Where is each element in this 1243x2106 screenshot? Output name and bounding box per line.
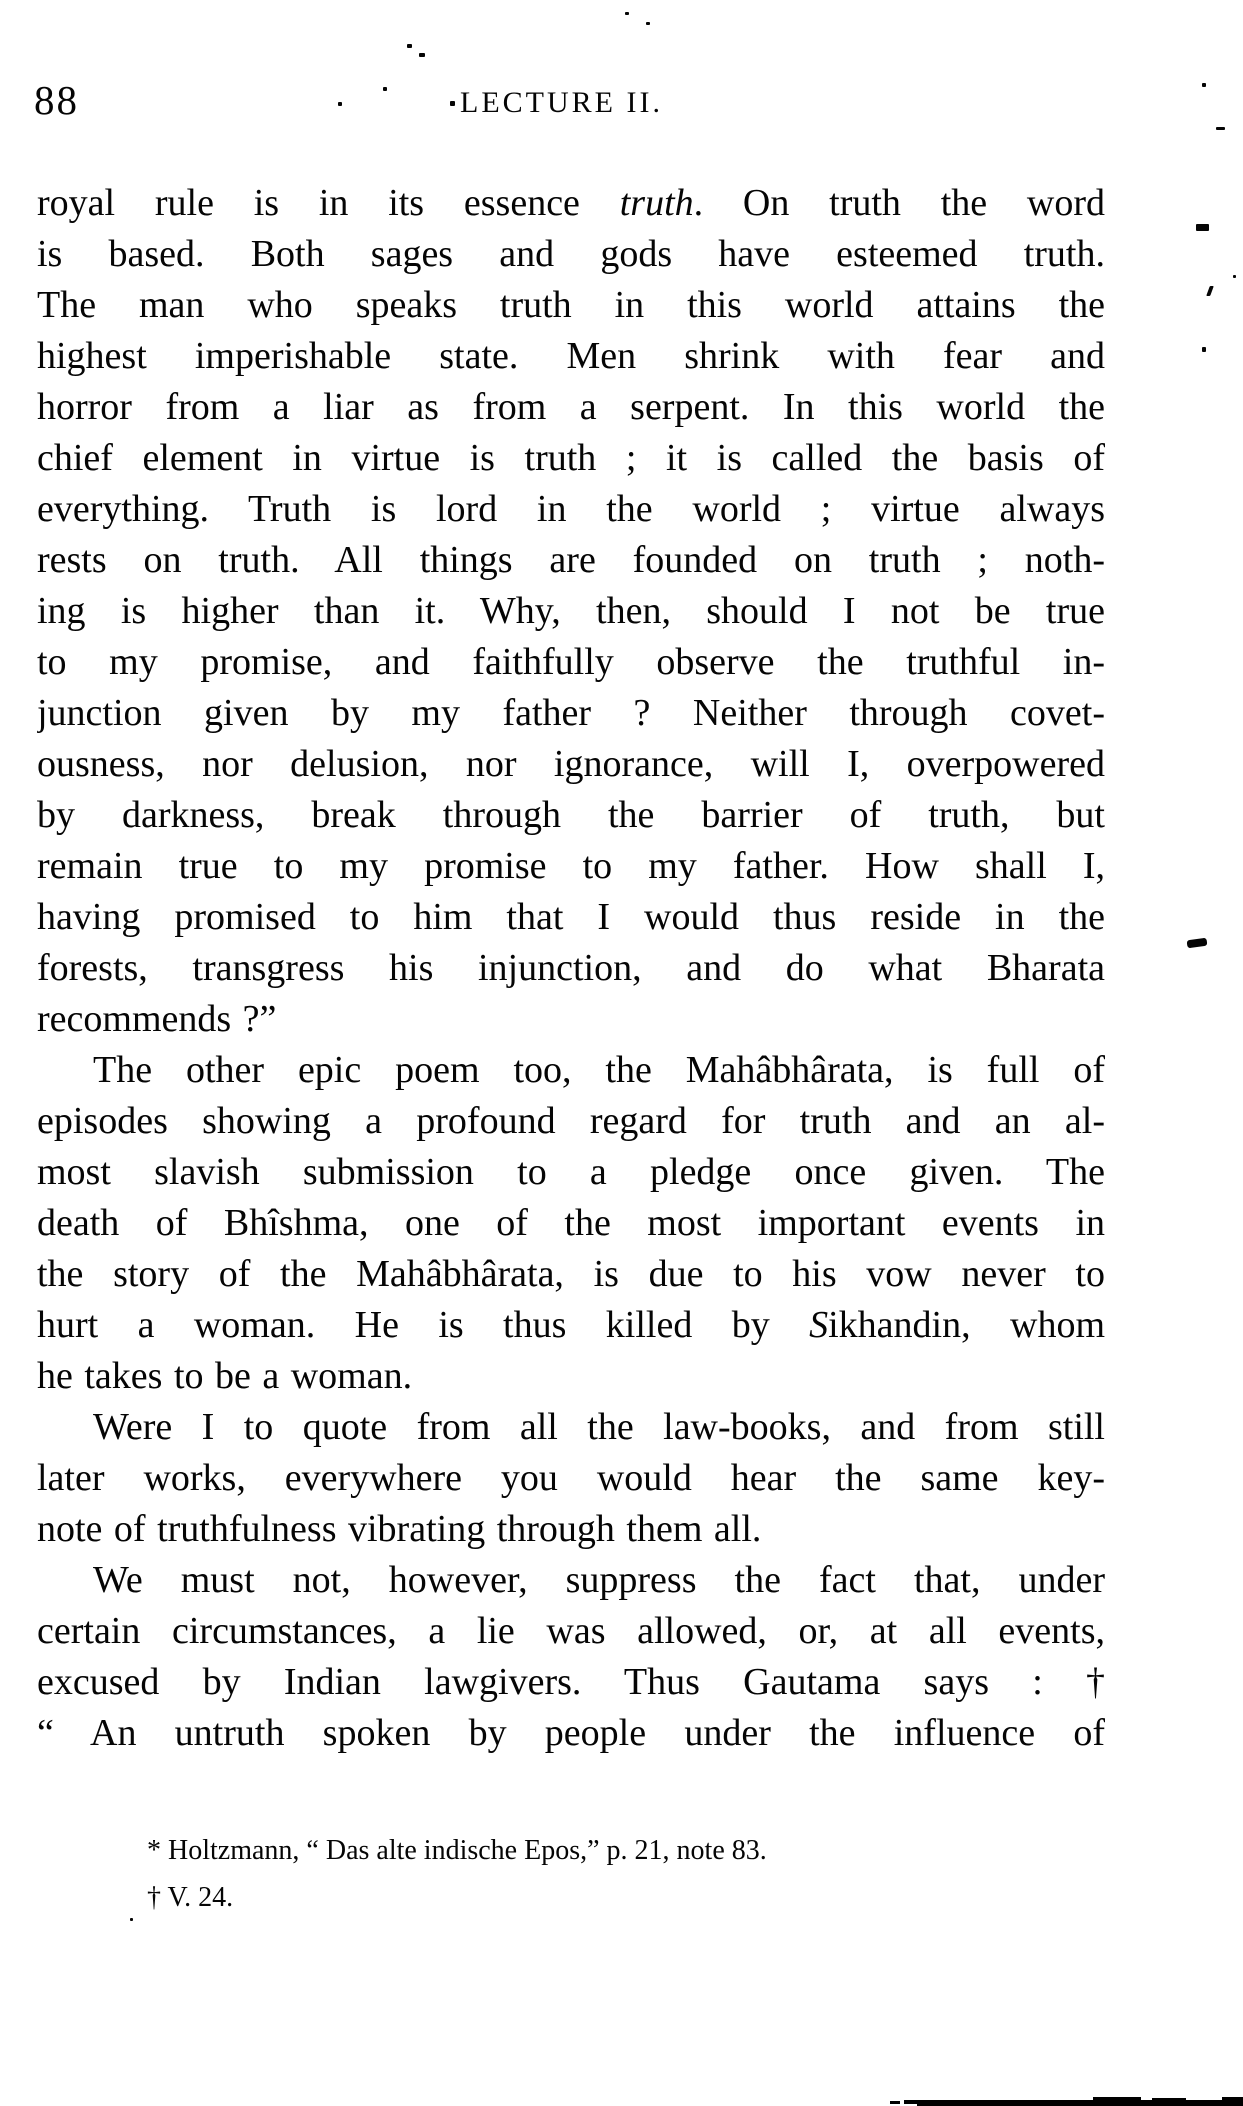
text-run: horror from a liar as from a serpent. In this world the: [37, 386, 1105, 428]
text-line: [37, 1606, 1105, 1657]
scan-speck: [1206, 286, 1214, 296]
margin-dash: [1187, 938, 1208, 949]
paragraph-3: [37, 1402, 1105, 1555]
text-run: We must not, however, suppress the fact that, under: [93, 1559, 1105, 1601]
footnote-1: * Holtzmann, “ Das alte indische Epos,” p. 21, note 83.: [147, 1835, 767, 1866]
scan-speck: [1216, 127, 1225, 130]
footnote-2: † V. 24.: [147, 1882, 234, 1913]
text-run: “ An untruth spoken by people under the influence of: [37, 1712, 1105, 1754]
text-run: rests on truth. All things are founded on truth ; noth-: [37, 539, 1105, 581]
text-line: [37, 1453, 1105, 1504]
text-line: [37, 1249, 1105, 1300]
paragraph-2: [37, 1045, 1105, 1402]
scan-edge-bar: [890, 2101, 900, 2104]
scan-speck: [383, 87, 387, 91]
text-run: forests, transgress his injunction, and do what Bharata: [37, 947, 1105, 989]
italic-text: S: [809, 1304, 829, 1346]
text-line: [37, 433, 1105, 484]
text-line: [37, 178, 1105, 229]
footnotes: [147, 1827, 767, 1921]
scan-speck: [1233, 275, 1236, 278]
scan-speck: [625, 12, 629, 15]
text-run: recommends ?”: [37, 998, 277, 1040]
running-title: LECTURE II.: [460, 86, 663, 119]
text-line: [37, 1045, 1105, 1096]
text-line: [37, 688, 1105, 739]
text-run: royal rule is in its essence: [37, 182, 620, 224]
text-run: The other epic poem too, the Mahâbhârata, is full of: [93, 1049, 1105, 1091]
scan-speck: [338, 102, 342, 106]
text-line: [37, 586, 1105, 637]
text-line: [37, 739, 1105, 790]
text-run: the story of the Mahâbhârata, is due to his vow never to: [37, 1253, 1105, 1295]
text-run: excused by Indian lawgivers. Thus Gautama says : †: [37, 1661, 1105, 1703]
scan-edge-bar: [1222, 2097, 1243, 2106]
scan-speck: [1202, 83, 1206, 87]
text-line: [37, 1657, 1105, 1708]
scan-edge-bar: [917, 2100, 1243, 2106]
text-run: remain true to my promise to my father. How shall I,: [37, 845, 1105, 887]
text-line: [37, 1351, 1105, 1402]
text-run: is based. Both sages and gods have esteemed truth.: [37, 233, 1105, 275]
text-run: he takes to be a woman.: [37, 1355, 413, 1397]
text-line: [37, 535, 1105, 586]
text-line: [37, 1504, 1105, 1555]
scan-speck: [419, 53, 425, 57]
text-run: having promised to him that I would thus reside in the: [37, 896, 1105, 938]
text-line: [37, 1555, 1105, 1606]
text-run: ousness, nor delusion, nor ignorance, will I, overpowered: [37, 743, 1105, 785]
text-line: [37, 841, 1105, 892]
text-line: [37, 280, 1105, 331]
text-line: [37, 1147, 1105, 1198]
scan-speck: [646, 22, 650, 25]
text-line: [37, 994, 1105, 1045]
text-line: [37, 943, 1105, 994]
scan-edge-bar: [1152, 2098, 1186, 2106]
text-run: Were I to quote from all the law-books, and from still: [93, 1406, 1105, 1448]
text-line: [37, 1708, 1105, 1759]
scan-speck: [450, 101, 455, 106]
italic-text: truth: [619, 182, 694, 224]
text-line: [37, 331, 1105, 382]
text-run: chief element in virtue is truth ; it is called the basis of: [37, 437, 1105, 479]
text-line: [37, 637, 1105, 688]
text-line: [37, 1402, 1105, 1453]
text-line: [37, 1096, 1105, 1147]
scan-speck: [1196, 224, 1209, 231]
text-line: [37, 892, 1105, 943]
text-run: certain circumstances, a lie was allowed, or, at all events,: [37, 1610, 1105, 1652]
scan-speck: [130, 1918, 133, 1921]
text-run: most slavish submission to a pledge once given. The: [37, 1151, 1105, 1193]
text-run: everything. Truth is lord in the world ; virtue always: [37, 488, 1105, 530]
text-run: junction given by my father ? Neither through covet-: [37, 692, 1105, 734]
text-run: The man who speaks truth in this world attains the: [37, 284, 1105, 326]
text-run: hurt a woman. He is thus killed by: [37, 1304, 810, 1346]
text-run: highest imperishable state. Men shrink with fear and: [37, 335, 1105, 377]
text-run: to my promise, and faithfully observe the truthful in-: [37, 641, 1105, 683]
text-line: [37, 382, 1105, 433]
scan-edge-bar: [1093, 2097, 1141, 2106]
text-run: by darkness, break through the barrier of truth, but: [37, 794, 1105, 836]
scan-speck: [407, 44, 412, 48]
text-line: [37, 229, 1105, 280]
paragraph-1: [37, 178, 1105, 1045]
text-run: death of Bhîshma, one of the most important events in: [37, 1202, 1105, 1244]
text-run: note of truthfulness vibrating through them all.: [37, 1508, 762, 1550]
text-run: later works, everywhere you would hear the same key-: [37, 1457, 1105, 1499]
body-text: [37, 178, 1105, 1759]
text-run: . On truth the word: [693, 182, 1105, 224]
scan-speck: [1202, 347, 1206, 352]
text-run: episodes showing a profound regard for truth and an al-: [37, 1100, 1105, 1142]
text-line: [37, 1198, 1105, 1249]
text-run: ing is higher than it. Why, then, should I not be true: [37, 590, 1105, 632]
text-run: ikhandin, whom: [828, 1304, 1105, 1346]
text-line: [37, 484, 1105, 535]
text-line: [37, 1300, 1105, 1351]
text-line: [37, 790, 1105, 841]
paragraph-4: [37, 1555, 1105, 1759]
page-number: 88: [34, 77, 79, 123]
